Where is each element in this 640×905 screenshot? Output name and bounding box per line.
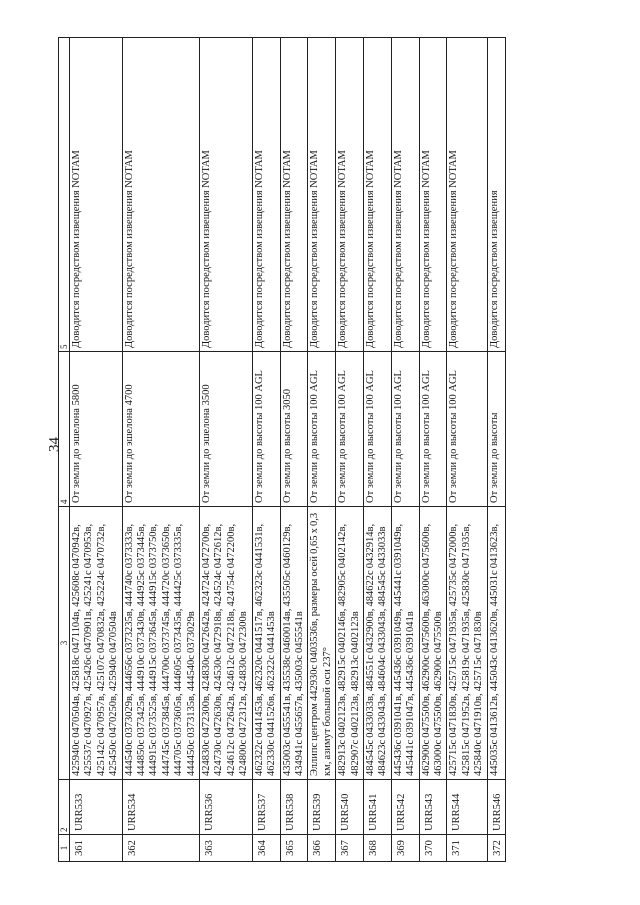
remark-cell: Доводится посредством извещения NOTAM — [252, 38, 280, 352]
table-row — [419, 38, 447, 862]
altitude-limits-cell: От земли до высоты 3050 — [280, 352, 308, 507]
altitude-limits-cell: От земли до высоты 100 AGL — [363, 352, 391, 507]
coordinates-cell: 435003с 0455541в, 435538с 0460014в, 435505с 0460129в, 434941с 0455657в, 435003с 0455541в — [280, 507, 308, 780]
table-row — [200, 38, 253, 862]
zone-code-cell: URR534 — [122, 780, 199, 835]
remark-cell: Доводится посредством извещения — [487, 38, 505, 352]
altitude-limits-cell: От земли до эшелона 4700 — [122, 352, 199, 507]
zone-code-cell: URR541 — [363, 780, 391, 835]
zone-code-cell: URR540 — [336, 780, 364, 835]
altitude-limits-cell: От земли до высоты 100 AGL — [447, 352, 487, 507]
row-number-cell: 367 — [336, 835, 364, 862]
row-number-cell: 364 — [252, 835, 280, 862]
remark-cell: Доводится посредством извещения NOTAM — [391, 38, 419, 352]
row-number-cell: 370 — [419, 835, 447, 862]
coordinates-cell: Эллипс центром 442930с 0403536в, размеры осей 0,65 х 0,3 км, азимут большой оси 237° — [308, 507, 336, 780]
remark-cell: Доводится посредством извещения NOTAM — [336, 38, 364, 352]
table-row — [363, 38, 391, 862]
remark-cell: Доводится посредством извещения NOTAM — [419, 38, 447, 352]
table-row — [308, 38, 336, 862]
altitude-limits-cell: От земли до высоты 100 AGL — [391, 352, 419, 507]
remark-cell: Доводится посредством извещения NOTAM — [280, 38, 308, 352]
altitude-limits-cell: От земли до высоты — [487, 352, 505, 507]
row-number-cell: 366 — [308, 835, 336, 862]
coordinates-cell: 445436с 0391041в, 445436с 0391049в, 445441с 0391049в, 445441с 0391047в, 445436с 0391041в — [391, 507, 419, 780]
header-col-1: 1 — [59, 835, 70, 862]
table-row — [336, 38, 364, 862]
row-number-cell: 365 — [280, 835, 308, 862]
table-header-row — [59, 38, 70, 862]
altitude-limits-cell: От земли до эшелона 3500 — [200, 352, 253, 507]
row-number-cell: 371 — [447, 835, 487, 862]
coordinates-cell: 444540с 0373029в, 444656с 0373235в, 444740с 0373333в, 444850с 0373425в, 444910с 0373430в, 444925с 0373445в, 444915с 0373525в, 444915с 0373645в, 444915с 0373750в, 444745с 0373845в, 444700с 0373745в, 444720с 0373650в, 444705с 0373605в, 444605с 0373435в, 444425с 0373335в, 444450с 0373135в, 444540с 0373029в — [122, 507, 199, 780]
zone-code-cell: URR544 — [447, 780, 487, 835]
coordinates-cell: 482913с 0402123в, 482915с 0402146в, 482905с 0402142в, 482907с 0402123в, 482913с 0402123в — [336, 507, 364, 780]
table-body — [70, 38, 506, 862]
row-number-cell: 368 — [363, 835, 391, 862]
header-col-3: 3 — [59, 507, 70, 780]
row-number-cell: 372 — [487, 835, 505, 862]
zone-code-cell: URR543 — [419, 780, 447, 835]
rotated-table-container — [58, 37, 598, 862]
altitude-limits-cell: От земли до высоты 100 AGL — [336, 352, 364, 507]
zone-code-cell: URR546 — [487, 780, 505, 835]
table-row — [487, 38, 505, 862]
zone-code-cell: URR536 — [200, 780, 253, 835]
coordinates-cell: 462322с 0441453в, 462320с 0441517в, 462323с 0441531в, 462330с 0441526в, 462322с 0441453в — [252, 507, 280, 780]
remark-cell: Доводится посредством извещения NOTAM — [363, 38, 391, 352]
table-row — [447, 38, 487, 862]
zone-code-cell: URR539 — [308, 780, 336, 835]
row-number-cell: 369 — [391, 835, 419, 862]
coordinates-cell: 424830с 0472300в, 424830с 0472642в, 424724с 0472700в, 424730с 0472630в, 424530с 0472918в, 424524с 0472612в, 424612с 0472642в, 424612с 0472218в, 424754с 0472200в, 424800с 0472312в, 424830с 0472300в — [200, 507, 253, 780]
row-number-cell: 362 — [122, 835, 199, 862]
header-col-4: 4 — [59, 352, 70, 507]
header-col-2: 2 — [59, 780, 70, 835]
zone-code-cell: URR533 — [70, 780, 123, 835]
coordinates-cell: 425715с 0471830в, 425715с 0471935в, 425735с 0472000в, 425815с 0471952в, 425819с 0471935в, 425830с 0471935в, 425840с 0471910в, 425715с 0471830в — [447, 507, 487, 780]
remark-cell: Доводится посредством извещения NOTAM — [200, 38, 253, 352]
remark-cell: Доводится посредством извещения NOTAM — [122, 38, 199, 352]
header-col-5: 5 — [59, 38, 70, 352]
altitude-limits-cell: От земли до эшелона 5800 — [70, 352, 123, 507]
table-row — [391, 38, 419, 862]
table-row — [252, 38, 280, 862]
zone-code-cell: URR542 — [391, 780, 419, 835]
airspace-table — [58, 37, 506, 862]
table-row — [122, 38, 199, 862]
remark-cell: Доводится посредством извещения NOTAM — [70, 38, 123, 352]
coordinates-cell: 462900с 0475500в, 462900с 0475600в, 463000с 0475600в, 463000с 0475500в, 462900с 0475500в — [419, 507, 447, 780]
table-row — [70, 38, 123, 862]
row-number-cell: 363 — [200, 835, 253, 862]
coordinates-cell: 484545с 0433033в, 484551с 0432900в, 484622с 0432914в, 484623с 0433043в, 484604с 0433043в, 484545с 0433033в — [363, 507, 391, 780]
row-number-cell: 361 — [70, 835, 123, 862]
altitude-limits-cell: От земли до высоты 100 AGL — [419, 352, 447, 507]
table-row — [280, 38, 308, 862]
coordinates-cell: 425940с 0470504в, 425818с 0471104в, 425608с 0470942в, 425537с 0470927в, 425426с 0470901в, 425241с 0470953в, 425142с 0470957в, 425107с 0470832в, 425224с 0470732в, 425450с 0470250в, 425940с 0470504в — [70, 507, 123, 780]
zone-code-cell: URR538 — [280, 780, 308, 835]
remark-cell: Доводится посредством извещения NOTAM — [308, 38, 336, 352]
coordinates-cell: 445035с 0413612в, 445043с 0413620в, 445031с 0413623в, — [487, 507, 505, 780]
remark-cell: Доводится посредством извещения NOTAM — [447, 38, 487, 352]
zone-code-cell: URR537 — [252, 780, 280, 835]
altitude-limits-cell: От земли до высоты 100 AGL — [308, 352, 336, 507]
page-number: 34 — [46, 437, 63, 452]
altitude-limits-cell: От земли до высоты 100 AGL — [252, 352, 280, 507]
